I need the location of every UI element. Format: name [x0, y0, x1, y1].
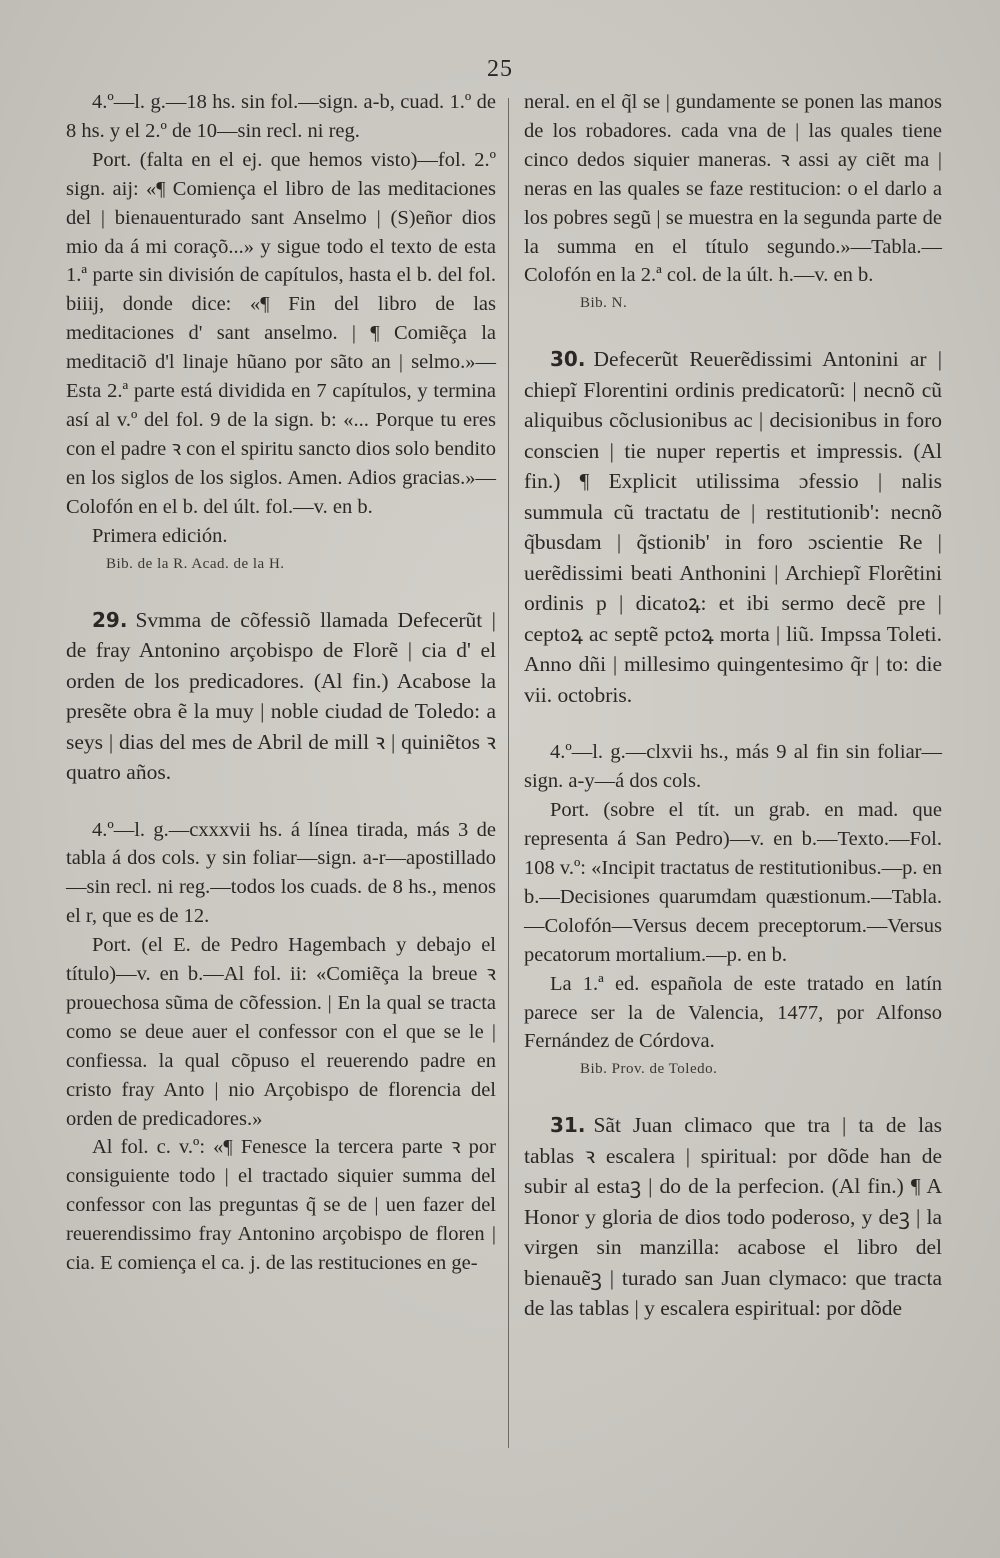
- entry-29-portada: Port. (el E. de Pedro Hagembach y debajo el título)—v. en b.—Al fol. ii: «Comiẽça la breue ꝛ prouechosa sũma de cõfession. | En la qual se tracta como se deue auer el confessor con el que se le | confiessa. la qual cõpuso el reuerendo padre en cristo fray Anto | nio Arçobispo de florencia del orden de predicadores.»: [66, 934, 496, 1130]
- entry-29-library: Bib. N.: [580, 295, 628, 312]
- entry-29-title: Svmma de cõfessiõ llamada Defecerũt | de fray Antonino arçobispo de Florẽ | cia d' el orden de los predicadores. (Al fin.) Acabose la presẽte obra ẽ la muy | noble ciudad de Toledo: a seys | dias del mes de Abril de mill ꝛ | quiniẽtos ꝛ quatro años.: [66, 607, 496, 784]
- entry-30-title: Defecerũt Reuerẽdissimi Antonini ar | chiepĩ Florentini ordinis predicatorũ: | necnõ cũ aliquibus cõclusionibus ac | decisionibus in foro conscien | tie nuper repertis et impressis. (Al fin.) ¶ Explicit utilissima ɔfessio | nalis summula cũ tractatu de | restitutionib': necnõ q̃busdam | q̃stionib' in foro ɔscientie Re | uerẽdissimi beati Anthonini | Archiepĩ Florẽtini ordinis p | dicatoꝝ: et ibi sermo decẽ pre | ceptoꝝ ac septẽ pctoꝝ morta | liũ. Impssa Toleti. Anno dñi | millesimo quingentesimo q̃r | to: die vii. octobris.: [524, 347, 942, 707]
- entry-31-heading: [524, 1110, 942, 1324]
- entry-28-edition-note: Primera edición.: [92, 524, 228, 547]
- entry-28-library: Bib. de la R. Acad. de la H.: [106, 555, 285, 572]
- entry-29-number: 29.: [92, 607, 128, 632]
- entry-28-description: 4.º—l. g.—18 hs. sin fol.—sign. a-b, cuad. 1.º de 8 hs. y el 2.º de 10—sin recl. ni reg.: [66, 91, 496, 142]
- entry-29-fol-c: Al fol. c. v.º: «¶ Fenesce la tercera parte ꝛ por consiguiente todo | el tractado siquier summa del confessor con las preguntas q̃ se de | uen fazer del reuerendissimo fray Antonino arçobispo de floren | cia. E comiença el ca. j. de las restituciones en ge-: [66, 1136, 496, 1275]
- page-number: 25: [487, 56, 513, 82]
- right-column: [524, 88, 942, 1324]
- column-divider: [508, 98, 509, 1448]
- entry-30-library: Bib. Prov. de Toledo.: [580, 1061, 718, 1078]
- entry-31-title: Sãt Juan climaco que tra | ta de las tablas ꝛ escalera | spiritual: por dõde han de subir al estaꝫ | do de la perfecion. (Al fin.) ¶ A Honor y gloria de dios todo poderoso, y deꝫ | la virgen sin manzilla: acabose el libro del bienauẽꝫ | turado san Juan clymaco: que tracta de las tablas | y escalera espiritual: por dõde: [524, 1113, 942, 1321]
- entry-30-heading: [524, 344, 942, 710]
- entry-30-edition-note: La 1.ª ed. española de este tratado en latín parece ser la de Valencia, 1477, por Alfonso Fernández de Córdova.: [524, 972, 942, 1053]
- entry-30-number: 30.: [550, 347, 586, 372]
- entry-29-continuation: neral. en el q̃l se | gundamente se ponen las manos de los robadores. cada vna de | las quales tiene cinco dedos siquier maneras. ꝛ assi ay ciẽt ma | neras en las quales se faze restitucion: o el darlo a los pobres segũ | se muestra en la segunda parte de la summa en el título segundo.»—Tabla.—Colofón en la 2.ª col. de la últ. h.—v. en b.: [524, 91, 942, 287]
- entry-29-heading: [66, 605, 496, 788]
- left-column: [66, 88, 496, 1278]
- entry-28-portada: Port. (falta en el ej. que hemos visto)—fol. 2.º sign. aij: «¶ Comiença el libro de las meditaciones del | bienauenturado sant Anselmo | (S)eñor dios mio da á mi coraçõ...» y sigue todo el texto de esta 1.ª parte sin división de capítulos, hasta el b. del fol. biiij, donde dice: «¶ Fin del libro de las meditaciones d' sant anselmo. | ¶ Comiẽça la meditaciõ d'l linaje hũano por sãto an | selmo.»—Esta 2.ª parte está dividida en 7 capítulos, y termina así al v.º del fol. 9 de la sign. b: «... Porque tu eres con el padre ꝛ con el spiritu sancto dios solo bendito en los siglos de los siglos. Amen. Adios gracias.»—Colofón en el b. del últ. fol.—v. en b.: [66, 148, 496, 518]
- entry-31-number: 31.: [550, 1113, 586, 1138]
- entry-30-portada: Port. (sobre el tít. un grab. en mad. que representa á San Pedro)—v. en b.—Texto.—Fol. 108 v.º: «Incipit tractatus de restitutionibus.—p. en b.—Decisiones quarumdam quæstionum.—Tabla.—Colofón—Versus decem preceptorum.—Versus pecatorum mortalium.—p. en b.: [524, 799, 942, 966]
- entry-30-description: 4.º—l. g.—clxvii hs., más 9 al fin sin foliar—sign. a-y—á dos cols.: [524, 741, 942, 793]
- entry-29-description: 4.º—l. g.—cxxxvii hs. á línea tirada, más 3 de tabla á dos cols. y sin foliar—sign. a-r—apostillado—sin recl. ni reg.—todos los cuads. de 8 hs., menos el r, que es de 12.: [66, 818, 496, 928]
